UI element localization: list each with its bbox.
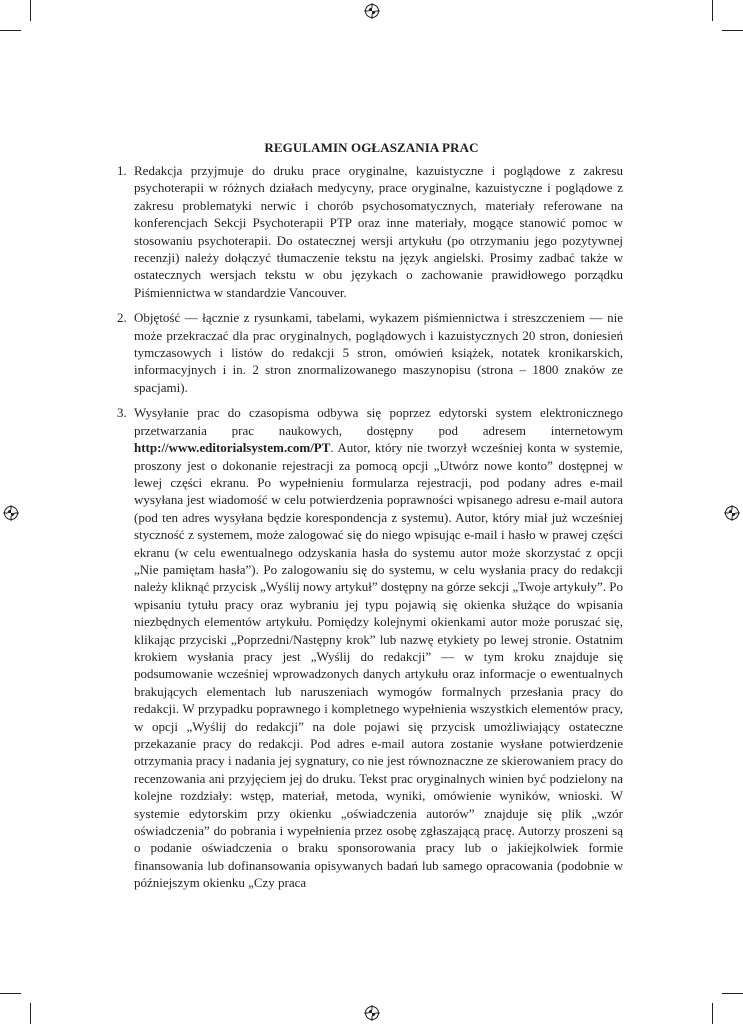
item-number: 3.	[117, 405, 127, 421]
item-number: 1.	[117, 163, 127, 178]
crop-mark	[722, 993, 743, 994]
item-text	[134, 404, 623, 891]
item-text: Redakcja przyjmuje do druku prace oryginalne, kazuistyczne i poglądowe z zakresu psychoterapii w różnych działach medycyny, prace oryginalne, kazuistyczne i poglądowe z zakresu problematyki nerwic i chorób psychosomatycznych, materiały referowane na konferencjach Sekcji Psychoterapii PTP oraz inne materiały, mogące stanowić pomoc w stosowaniu psychoterapii. Do ostatecznej wersji artykułu (po otrzymaniu jego pozytywnej recenzji) należy dołączyć tłumaczenie tekstu na język angielski. Prosimy zadbać także w ostatecznych wersjach tekstu w obu językach o zachowanie prawidłowego porządku Piśmiennictwa w standardzie Vancouver.	[134, 163, 623, 300]
list-item	[117, 309, 623, 396]
crop-mark	[722, 30, 743, 31]
crop-mark	[0, 30, 21, 31]
crop-mark	[30, 1003, 31, 1024]
item-text-start: Wysyłanie prac do czasopisma odbywa się poprzez edytorski system elektronicznego przetwarzania prac naukowych, dostępny pod adresem internetowym	[134, 405, 623, 438]
crop-mark	[712, 0, 713, 21]
registration-mark-icon	[3, 505, 19, 521]
crop-mark	[30, 0, 31, 21]
crop-mark	[0, 993, 21, 994]
editorial-system-link[interactable]: http://www.editorialsystem.com/PT	[134, 440, 331, 456]
list-item	[117, 162, 623, 301]
regulations-list	[117, 162, 623, 900]
list-item	[117, 404, 623, 891]
registration-mark-icon	[364, 3, 380, 19]
item-text: Objętość — łącznie z rysunkami, tabelami, wykazem piśmiennictwa i streszczeniem — nie może przekraczać dla prac oryginalnych, poglądowych i kazuistycznych 20 stron, doniesień tymczasowych i listów do redakcji 5 stron, omówień książek, notatek kronikarskich, informacyjnych i in. 2 stron znormalizowanego maszynopisu (strona – 1800 znaków ze spacjami).	[134, 310, 623, 395]
crop-mark	[712, 1003, 713, 1024]
item-text-rest: . Autor, który nie tworzył wcześniej konta w systemie, proszony jest o dokonanie rejestracji za pomocą opcji „Utwórz nowe konto” dostępnej w lewej części ekranu. Po wypełnieniu formularza rejestracji, pod podany adres e-mail wysyłana jest wiadomość w celu potwierdzenia poprawności wpisanego adresu e-mail autora (pod ten adres wysyłana będzie korespondencja z systemu). Autor, który miał już wcześniej styczność z systemem, może zalogować się do niego wpisując e-mail i hasło w prawej części ekranu (w celu ewentualnego odzyskania hasła do systemu autor może skorzystać z opcji „Nie pamiętam hasła”). Po zalogowaniu się do systemu, w celu wysłania pracy do redakcji należy kliknąć przycisk „Wyślij nowy artykuł” dostępny na górze sekcji „Twoje artykuły”. Po wpisaniu tytułu pracy oraz wybraniu jej typu pojawią się okienka służące do wpisania niezbędnych elementów artykułu. Pomiędzy kolejnymi okienkami autor może poruszać się, klikając przyciski „Poprzedni/Następny krok” lub nazwę etykiety po lewej stronie. Ostatnim krokiem wysłania pracy jest „Wyślij do redakcji” — w tym kroku znajduje się podsumowanie wcześniej wprowadzonych danych artykułu oraz informacje o ewentualnych brakujących elementach lub naruszeniach wymogów formalnych przesłania pracy do redakcji. W przypadku poprawnego i kompletnego wypełnienia wszystkich elementów pracy, w opcji „Wyślij do redakcji” na dole pojawi się przycisk umożliwiający ostateczne przekazanie pracy do redakcji. Pod adres e-mail autora zostanie wysłane potwierdzenie otrzymania pracy i nadania jej sygnatury, co nie jest równoznaczne ze skierowaniem pracy do recenzowania ani przyjęciem jej do druku. Tekst prac oryginalnych winien być podzielony na kolejne rozdziały: wstęp, materiał, metoda, wyniki, omówienie wyników, wnioski. W systemie edytorskim przy okienku „oświadczenia autorów” znajduje się plik „wzór oświadczenia” do pobrania i wypełnienia przez osobę zgłaszającą pracę. Autorzy proszeni są o podanie oświadczenia o braku sponsorowania pracy lub o jakiejkolwiek formie finansowania lub dofinansowania opisywanych badań lub samego opracowania (podobnie w późniejszym okienku „Czy praca	[134, 440, 623, 891]
registration-mark-icon	[364, 1005, 380, 1021]
registration-mark-icon	[724, 505, 740, 521]
item-number: 2.	[117, 310, 127, 326]
page-title: REGULAMIN OGŁASZANIA PRAC	[264, 140, 479, 155]
